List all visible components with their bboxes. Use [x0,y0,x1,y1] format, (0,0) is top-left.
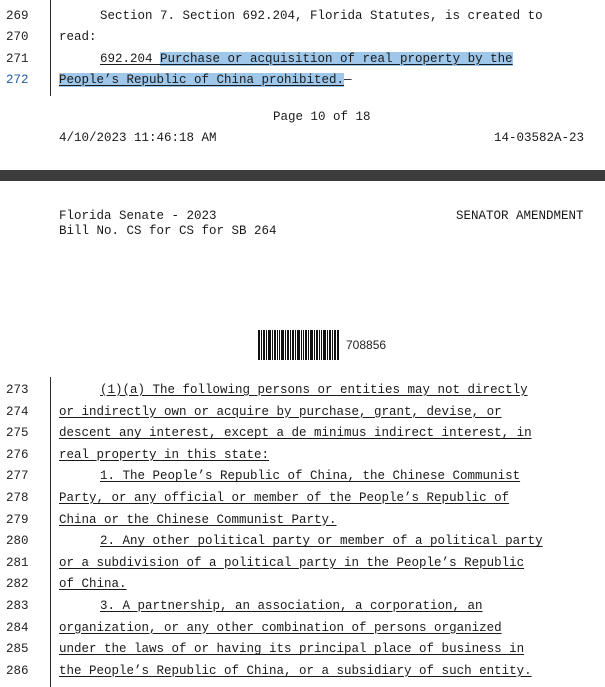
line-number: 276 [6,447,29,462]
line-text: read: [59,30,97,44]
line-number: 271 [6,52,29,66]
line-text: 2. Any other political party or member of a political party [100,534,543,549]
line-number: 286 [6,663,29,678]
line-number: 281 [6,555,29,570]
page-separator [0,170,605,181]
document-line [0,70,605,91]
document-line [0,423,605,444]
amendment-type: SENATOR AMENDMENT [456,209,584,223]
page-number-label: Page 10 of 18 [273,110,371,124]
document-line [0,49,605,70]
line-number: 280 [6,534,29,549]
line-text: or a subdivision of a political party in the People’s Republic [59,555,525,570]
line-number: 284 [6,620,29,635]
document-line [0,574,605,595]
line-text: under the laws of or having its principal place of business in [59,642,525,657]
line-text: of China. [59,577,127,592]
line-number: 279 [6,512,29,527]
document-line [0,553,605,574]
line-number: 278 [6,491,29,505]
previous-page [0,0,605,170]
line-text: real property in this state: [59,447,270,462]
document-line [0,466,605,487]
line-text: the People’s Republic of China, or a subsidiary of such entity. [59,663,532,678]
line-number: 274 [6,404,29,419]
document-line [0,402,605,423]
section-number: 692.204 [100,52,161,66]
document-line [0,661,605,682]
line-suffix: — [344,73,352,87]
line-text: Section 7. Section 692.204, Florida Statutes, is created to [100,9,543,23]
line-text: organization, or any other combination of persons organized [59,620,502,635]
barcode-number: 708856 [346,338,387,352]
line-number: 273 [6,383,29,397]
line-text: descent any interest, except a de minimus indirect interest, in [59,426,532,441]
document-line [0,380,605,401]
document-line [0,639,605,660]
document-line [0,445,605,466]
line-text: 3. A partnership, an association, a corporation, an [100,599,483,613]
line-number: 269 [6,9,29,23]
document-line [0,618,605,639]
line-text: Party, or any official or member of the People’s Republic of [59,491,510,505]
line-text: China or the Chinese Communist Party. [59,512,337,527]
line-text: 1. The People’s Republic of China, the Chinese Communist [100,469,521,484]
current-page [0,181,605,687]
line-number: 270 [6,30,29,44]
timestamp: 4/10/2023 11:46:18 AM [59,131,217,145]
line-number: 272 [6,73,29,87]
line-text: or indirectly own or acquire by purchase, grant, devise, or [59,404,502,419]
document-line [0,531,605,552]
line-text: (1)(a) The following persons or entities may not directly [100,383,528,397]
line-number: 275 [6,426,29,441]
barcode-image [258,330,340,360]
document-line [0,488,605,509]
document-line [0,27,605,48]
line-number: 285 [6,642,29,657]
selected-text[interactable]: Purchase or acquisition of real property by the [160,52,513,66]
line-number: 282 [6,577,29,592]
line-number: 277 [6,469,29,484]
chamber-heading: Florida Senate - 2023 [59,209,217,223]
document-line [0,596,605,617]
document-line [0,510,605,531]
document-line [0,6,605,27]
selected-text[interactable]: People’s Republic of China prohibited. [59,73,345,87]
document-id: 14-03582A-23 [494,131,585,145]
bill-number: Bill No. CS for CS for SB 264 [59,224,277,238]
line-number: 283 [6,599,29,613]
